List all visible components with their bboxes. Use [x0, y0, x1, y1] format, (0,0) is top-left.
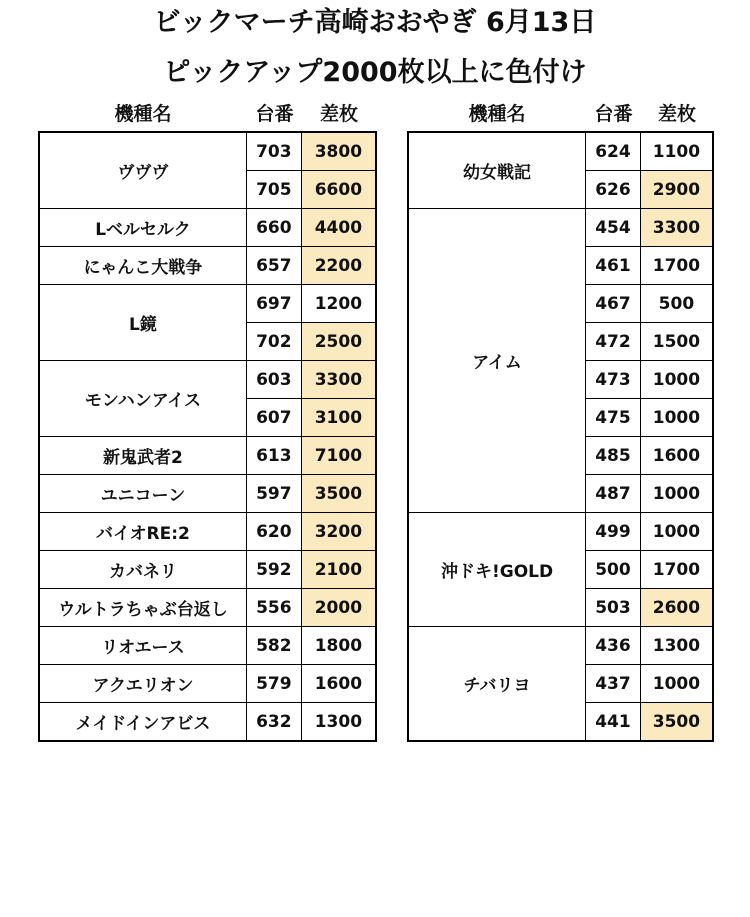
model-name: アイム — [408, 209, 586, 513]
left-header-diff: 差枚 — [319, 103, 358, 125]
table-row — [408, 209, 713, 247]
diff-value: 2900 — [640, 171, 713, 209]
machine-number: 697 — [246, 285, 301, 323]
page-title: ビックマーチ高崎おおやぎ 6月13日 — [153, 7, 597, 38]
table-row — [408, 627, 713, 665]
diff-value: 500 — [640, 285, 713, 323]
right-header-model: 機種名 — [468, 103, 526, 125]
machine-number: 657 — [246, 247, 301, 285]
machine-number: 556 — [246, 589, 301, 627]
model-name: 幼女戦記 — [408, 132, 586, 209]
machine-number: 624 — [586, 132, 641, 171]
machine-number: 500 — [586, 551, 641, 589]
model-name: カバネリ — [39, 551, 246, 589]
machine-number: 454 — [586, 209, 641, 247]
left-header-model: 機種名 — [114, 103, 172, 125]
diff-value: 1000 — [640, 513, 713, 551]
diff-value: 2200 — [301, 247, 376, 285]
machine-number: 485 — [586, 437, 641, 475]
left-header-machine: 台番 — [255, 103, 294, 125]
model-name: L鏡 — [39, 285, 246, 361]
model-name: にゃんこ大戦争 — [39, 247, 246, 285]
diff-value: 1500 — [640, 323, 713, 361]
machine-number: 702 — [246, 323, 301, 361]
machine-number: 441 — [586, 703, 641, 742]
model-name: バイオRE:2 — [39, 513, 246, 551]
machine-number: 579 — [246, 665, 301, 703]
table-row — [39, 475, 376, 513]
diff-value: 1600 — [301, 665, 376, 703]
machine-number: 461 — [586, 247, 641, 285]
machine-number: 592 — [246, 551, 301, 589]
diff-value: 1700 — [640, 247, 713, 285]
model-name: ヴヴヴ — [39, 132, 246, 209]
machine-number: 437 — [586, 665, 641, 703]
diff-value: 3200 — [301, 513, 376, 551]
machine-number: 475 — [586, 399, 641, 437]
machine-number: 582 — [246, 627, 301, 665]
right-table — [407, 131, 714, 742]
model-name: メイドインアビス — [39, 703, 246, 742]
model-name: 新鬼武者2 — [39, 437, 246, 475]
diff-value: 4400 — [301, 209, 376, 247]
diff-value: 1300 — [640, 627, 713, 665]
diff-value: 1300 — [301, 703, 376, 742]
diff-value: 6600 — [301, 171, 376, 209]
diff-value: 2000 — [301, 589, 376, 627]
left-table — [38, 131, 377, 742]
page-subtitle: ピックアップ2000枚以上に色付け — [163, 57, 587, 88]
diff-value: 3500 — [640, 703, 713, 742]
table-row — [39, 703, 376, 742]
diff-value: 1800 — [301, 627, 376, 665]
diff-value: 1000 — [640, 475, 713, 513]
machine-number: 503 — [586, 589, 641, 627]
diff-value: 1100 — [640, 132, 713, 171]
diff-value: 2100 — [301, 551, 376, 589]
table-row — [408, 132, 713, 171]
diff-value: 1000 — [640, 399, 713, 437]
machine-number: 620 — [246, 513, 301, 551]
diff-value: 2600 — [640, 589, 713, 627]
diff-value: 1000 — [640, 665, 713, 703]
table-row — [39, 285, 376, 323]
machine-number: 613 — [246, 437, 301, 475]
machine-number: 607 — [246, 399, 301, 437]
table-row — [39, 513, 376, 551]
table-row — [39, 665, 376, 703]
machine-number: 660 — [246, 209, 301, 247]
machine-number: 597 — [246, 475, 301, 513]
model-name: アクエリオン — [39, 665, 246, 703]
machine-number: 603 — [246, 361, 301, 399]
table-row — [39, 132, 376, 171]
machine-number: 472 — [586, 323, 641, 361]
model-name: ウルトラちゃぶ台返し — [39, 589, 246, 627]
diff-value: 3100 — [301, 399, 376, 437]
model-name: チバリヨ — [408, 627, 586, 742]
diff-value: 1600 — [640, 437, 713, 475]
table-row — [39, 551, 376, 589]
diff-value: 3500 — [301, 475, 376, 513]
model-name: ユニコーン — [39, 475, 246, 513]
table-row — [39, 361, 376, 399]
model-name: 沖ドキ!GOLD — [408, 513, 586, 627]
machine-number: 487 — [586, 475, 641, 513]
table-row — [408, 513, 713, 551]
machine-number: 626 — [586, 171, 641, 209]
machine-number: 436 — [586, 627, 641, 665]
diff-value: 1000 — [640, 361, 713, 399]
diff-value: 1200 — [301, 285, 376, 323]
diff-value: 7100 — [301, 437, 376, 475]
machine-number: 467 — [586, 285, 641, 323]
machine-number: 632 — [246, 703, 301, 742]
table-row — [39, 437, 376, 475]
right-header-machine: 台番 — [594, 103, 633, 125]
diff-value: 2500 — [301, 323, 376, 361]
diff-value: 3300 — [301, 361, 376, 399]
table-row — [39, 589, 376, 627]
model-name: Lベルセルク — [39, 209, 246, 247]
table-row — [39, 209, 376, 247]
machine-number: 499 — [586, 513, 641, 551]
table-row — [39, 247, 376, 285]
table-row — [39, 627, 376, 665]
diff-value: 3300 — [640, 209, 713, 247]
model-name: リオエース — [39, 627, 246, 665]
machine-number: 703 — [246, 132, 301, 171]
right-header-diff: 差枚 — [657, 103, 696, 125]
machine-number: 705 — [246, 171, 301, 209]
machine-number: 473 — [586, 361, 641, 399]
diff-value: 1700 — [640, 551, 713, 589]
diff-value: 3800 — [301, 132, 376, 171]
model-name: モンハンアイス — [39, 361, 246, 437]
